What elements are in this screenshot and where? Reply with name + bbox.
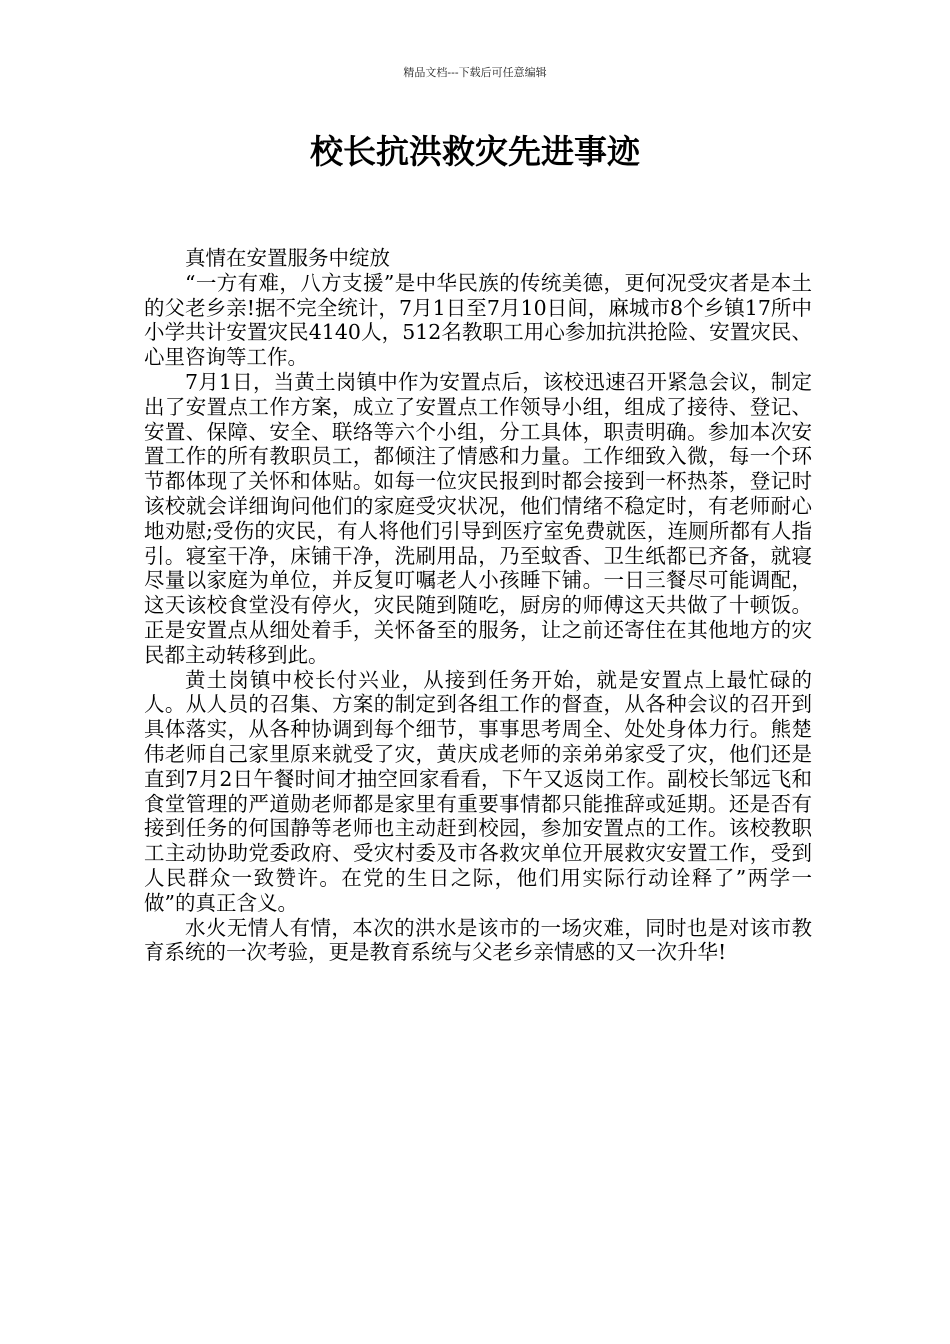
paragraph-principal: 黄土岗镇中校长付兴业，从接到任务开始，就是安置点上最忙碌的人。从人员的召集、方案的制定到各组工作的督查，从各种会议的召开到具体落实，从各种协调到每个细节，事事思考周全、处处身体力行。熊楚伟老师自己家里原来就受了灾，黄庆成老师的亲弟弟家受了灾，他们还是直到7月2日午餐时间才抽空回家看看，下午又返岗工作。副校长邹远飞和食堂管理的严道勋老师都是家里有重要事情都只能推辞或延期。还是否有接到任务的何国静等老师也主动赶到校园，参加安置点的工作。该校教职工主动协助党委政府、受灾村委及市各救灾单位开展救灾安置工作，受到人民群众一致赞许。在党的生日之际，他们用实际行动诠释了”两学一做”的真正含义。 — [144, 667, 812, 915]
document-title: 校长抗洪救灾先进事迹 — [310, 132, 640, 171]
paragraph-conclusion: 水火无情人有情，本次的洪水是该市的一场灾难，同时也是对该市教育系统的一次考验，更是教育系统与父老乡亲情感的又一次升华! — [144, 915, 812, 965]
section-heading: 真情在安置服务中绽放 — [185, 246, 390, 270]
page-header: 精品文档---下载后可任意编辑 — [403, 66, 547, 79]
paragraph-intro: “一方有难，八方支援”是中华民族的传统美德，更何况受灾者是本土的父老乡亲!据不完全统计，7月1日至7月10日间，麻城市8个乡镇17所中小学共计安置灾民4140人，512名教职工用心参加抗洪抢险、安置灾民、心里咨询等工作。 — [144, 270, 812, 370]
paragraph-july-1: 7月1日，当黄土岗镇中作为安置点后，该校迅速召开紧急会议，制定出了安置点工作方案，成立了安置点工作领导小组，组成了接待、登记、安置、保障、安全、联络等六个小组，分工具体，职责明确。参加本次安置工作的所有教职员工，都倾注了情感和力量。工作细致入微，每一个环节都体现了关怀和体贴。如每一位灾民报到时都会接到一杯热茶，登记时该校就会详细询问他们的家庭受灾状况，他们情绪不稳定时，有老师耐心地劝慰;受伤的灾民，有人将他们引导到医疗室免费就医，连厕所都有人指引。寝室干净，床铺干净，洗刷用品，乃至蚊香、卫生纸都已齐备，就寝尽量以家庭为单位，并反复叮嘱老人小孩睡下铺。一日三餐尽可能调配，这天该校食堂没有停火，灾民随到随吃，厨房的师傅这天共做了十顿饭。正是安置点从细处着手，关怀备至的服务，让之前还寄住在其他地方的灾民都主动转移到此。 — [144, 369, 812, 667]
document-body — [144, 246, 812, 965]
